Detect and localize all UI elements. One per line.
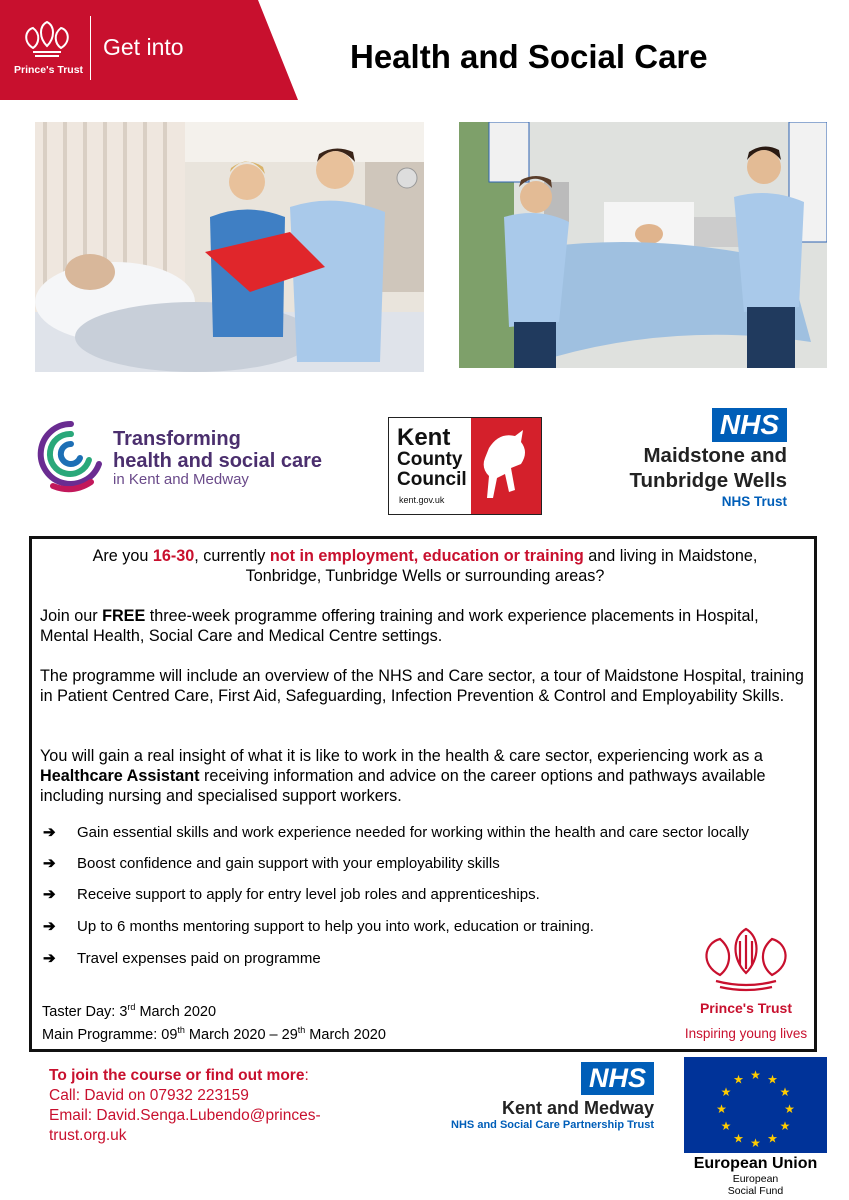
p1-line2: Tonbridge, Tunbridge Wells or surrounding areas? xyxy=(245,567,605,585)
taster-sup: rd xyxy=(127,1002,136,1012)
neet-highlight: not in employment, education or training xyxy=(269,547,584,565)
thsc-line2: health and social care xyxy=(113,450,322,472)
contact-heading: To join the course or find out more xyxy=(49,1067,305,1084)
kcc-url: kent.gov.uk xyxy=(399,495,445,505)
header-divider xyxy=(90,16,91,80)
intro-paragraph-2 xyxy=(40,606,810,646)
role-highlight: Healthcare Assistant xyxy=(40,767,200,785)
photo-nurses-bedmaking-art xyxy=(459,122,827,368)
thsc-text xyxy=(113,428,322,489)
free-highlight: FREE xyxy=(102,607,146,625)
arrow-icon: ➔ xyxy=(43,886,56,903)
white-horse-icon xyxy=(471,418,541,514)
mtw-trust: NHS Trust xyxy=(721,494,787,510)
svg-text:★: ★ xyxy=(733,1072,744,1087)
taster-day xyxy=(42,998,386,1021)
contact-block xyxy=(49,1066,369,1146)
p2-text-b: three-week programme offering training and work experience placements in Hospital, Mental Health, Social Care and Medical Centre settings. xyxy=(40,607,759,645)
taster-tail: March 2020 xyxy=(135,1003,217,1020)
svg-text:★: ★ xyxy=(779,1085,791,1099)
kcc-line2: County xyxy=(397,449,463,471)
svg-text:★: ★ xyxy=(750,1136,761,1150)
kmpt-nhs-logo xyxy=(424,1062,654,1131)
mtw-line2: Tunbridge Wells xyxy=(629,468,787,492)
p1-text-c: and living in Maidstone, xyxy=(583,547,758,565)
esf-line1: European xyxy=(732,1173,779,1185)
svg-text:★: ★ xyxy=(733,1131,744,1146)
princes-trust-logo-small xyxy=(14,16,84,76)
p1-text-a: Are you xyxy=(92,547,153,565)
kmpt-trust: NHS and Social Care Partnership Trust xyxy=(451,1119,654,1131)
mtw-nhs-logo xyxy=(612,408,787,509)
mtw-line1: Maidstone and xyxy=(643,444,787,467)
contact-heading-line xyxy=(49,1066,369,1086)
princes-trust-logo xyxy=(680,925,812,1041)
main-sup2: th xyxy=(297,1024,306,1035)
p1-text-b: , currently xyxy=(194,547,270,565)
photo-nurses-bedmaking xyxy=(459,122,827,368)
bullet-item xyxy=(43,885,540,903)
intro-paragraph-4 xyxy=(40,746,810,806)
bullet-item xyxy=(43,917,594,935)
esf-line2: Social Fund xyxy=(727,1185,784,1197)
nhs-badge: NHS xyxy=(712,408,787,442)
arrow-icon: ➔ xyxy=(43,855,56,872)
svg-text:★: ★ xyxy=(767,1072,778,1087)
contact-email-line2[interactable]: trust.org.uk xyxy=(49,1127,127,1144)
main-tail: March 2020 xyxy=(305,1026,386,1043)
brand-label: Prince's Trust xyxy=(14,64,84,76)
svg-text:★: ★ xyxy=(716,1102,727,1116)
svg-text:★: ★ xyxy=(779,1119,791,1133)
bullet-item xyxy=(43,823,749,841)
bullet-item xyxy=(43,949,321,967)
kcc-text xyxy=(397,426,467,489)
svg-text:★: ★ xyxy=(750,1068,761,1082)
eu-logo xyxy=(683,1057,828,1197)
p2-text-a: Join our xyxy=(40,607,103,625)
nhs-badge-kmpt: NHS xyxy=(581,1062,654,1095)
svg-text:★: ★ xyxy=(720,1119,732,1133)
kcc-red-panel xyxy=(471,418,541,514)
photo-nurses-bedside xyxy=(35,122,424,372)
svg-text:★: ★ xyxy=(767,1131,778,1146)
princes-trust-name: Prince's Trust xyxy=(699,1000,793,1016)
p4-text-b: receiving information and advice on the career options and pathways available including nursing and specialised support workers. xyxy=(40,767,766,805)
photo-nurses-bedside-art xyxy=(35,122,424,372)
princes-trust-tagline: Inspiring young lives xyxy=(684,1026,808,1041)
taster-label: Taster Day: 3 xyxy=(42,1003,128,1020)
arrow-icon: ➔ xyxy=(43,918,56,935)
get-into-label: Get into xyxy=(103,34,184,60)
bullet-item xyxy=(43,854,500,872)
bullet-text: Gain essential skills and work experience needed for working within the health and care sector locally xyxy=(77,824,750,841)
main-label: Main Programme: 09 xyxy=(42,1026,178,1043)
contact-colon: : xyxy=(304,1067,309,1084)
thsc-swirl-icon xyxy=(33,416,109,496)
main-mid: March 2020 – 29 xyxy=(184,1026,298,1043)
eu-flag xyxy=(684,1057,827,1153)
eu-stars-icon xyxy=(684,1057,827,1153)
kmpt-name: Kent and Medway xyxy=(501,1098,654,1118)
main-sup1: th xyxy=(177,1024,185,1035)
programme-dates xyxy=(42,998,386,1044)
bullet-text: Travel expenses paid on programme xyxy=(77,950,321,967)
main-programme xyxy=(42,1021,386,1044)
eu-name: European Union xyxy=(693,1155,818,1172)
intro-paragraph-3: The programme will include an overview of the NHS and Care sector, a tour of Maidstone Hospital, training in Patient Centred Care, First Aid, Safeguarding, Infection Prevention & Control and Employability Skills. xyxy=(40,667,804,705)
bullet-text: Boost confidence and gain support with your employability skills xyxy=(77,855,500,872)
p4-text-a: You will gain a real insight of what it is like to work in the health & care sector, experiencing work as a xyxy=(40,747,763,765)
kcc-line3: Council xyxy=(397,468,467,490)
feathers-icon xyxy=(19,16,75,62)
intro-paragraph-1 xyxy=(40,546,810,586)
thsc-line3: in Kent and Medway xyxy=(113,471,249,488)
age-range: 16-30 xyxy=(152,547,195,565)
bullet-text: Receive support to apply for entry level job roles and apprenticeships. xyxy=(77,886,540,903)
arrow-icon: ➔ xyxy=(43,950,56,967)
contact-email-line1[interactable]: Email: David.Senga.Lubendo@princes- xyxy=(49,1107,321,1124)
mtw-name xyxy=(612,444,787,493)
kcc-logo xyxy=(388,417,542,515)
svg-text:★: ★ xyxy=(720,1085,732,1099)
kcc-line1: Kent xyxy=(397,424,451,451)
feathers-icon-large xyxy=(696,925,796,993)
page-title: Health and Social Care xyxy=(350,38,708,75)
bullet-text: Up to 6 months mentoring support to help you into work, education or training. xyxy=(77,918,594,935)
thsc-line1: Transforming xyxy=(113,428,241,450)
arrow-icon: ➔ xyxy=(43,824,56,841)
svg-text:★: ★ xyxy=(784,1102,795,1116)
contact-call[interactable]: Call: David on 07932 223159 xyxy=(49,1087,249,1104)
